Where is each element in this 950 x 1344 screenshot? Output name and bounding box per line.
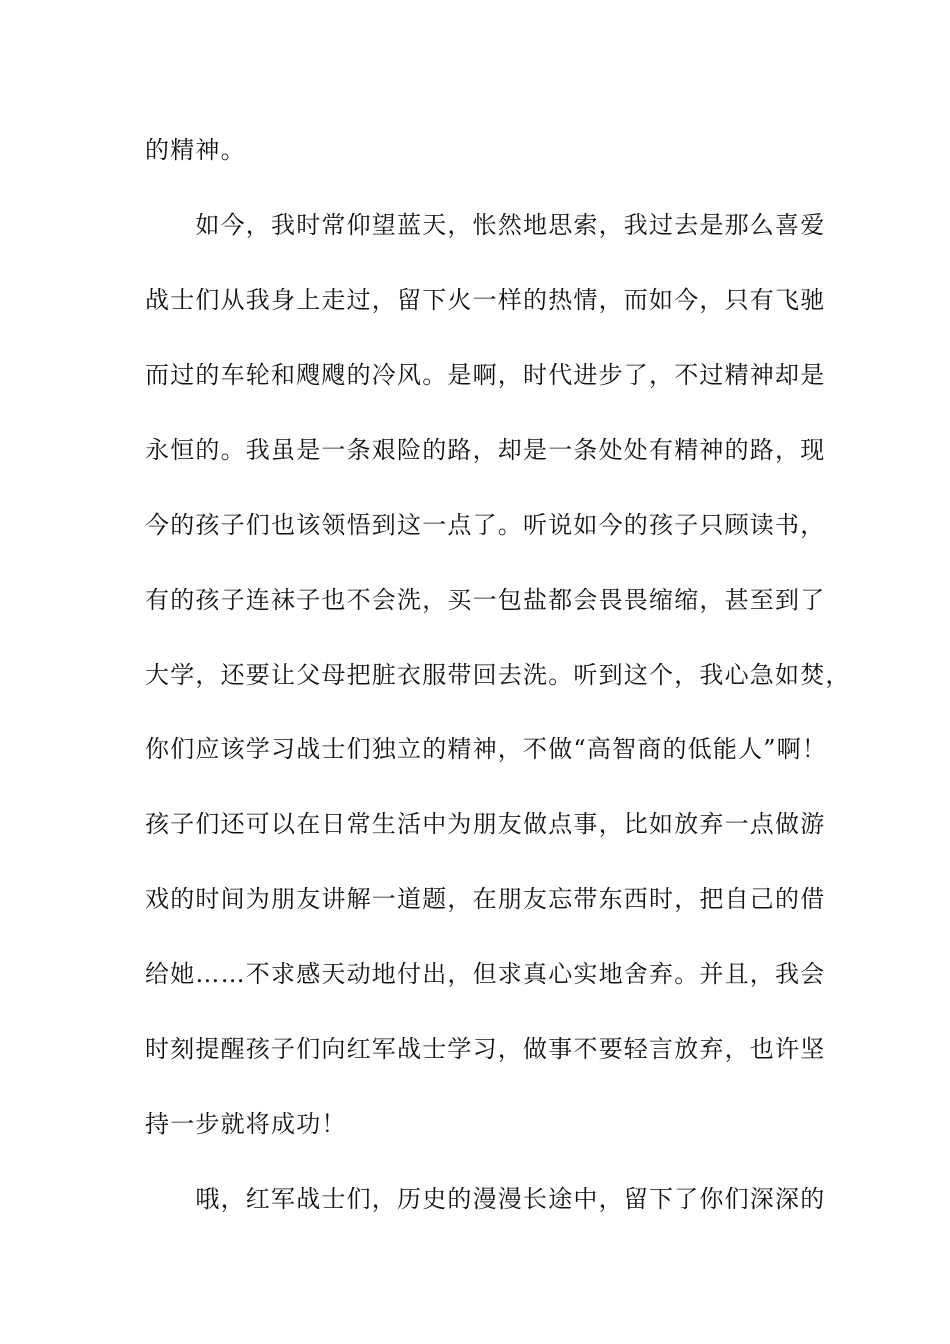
text-line: 你们应该学习战士们独立的精神，不做“高智商的低能人”啊！ xyxy=(145,735,828,763)
text-line: 时刻提醒孩子们向红军战士学习，做事不要轻言放弃，也许坚 xyxy=(145,1035,826,1063)
text-line: 有的孩子连袜子也不会洗，买一包盐都会畏畏缩缩，甚至到了 xyxy=(145,586,826,614)
text-line: 而过的车轮和飕飕的冷风。是啊，时代进步了，不过精神却是 xyxy=(145,361,826,389)
text-line: 永恒的。我虽是一条艰险的路，却是一条处处有精神的路，现 xyxy=(145,436,826,464)
text-line: 今的孩子们也该领悟到这一点了。听说如今的孩子只顾读书， xyxy=(145,511,826,539)
text-line: 哦，红军战士们，历史的漫漫长途中，留下了你们深深的 xyxy=(145,1185,826,1213)
text-line: 如今，我时常仰望蓝天，怅然地思索，我过去是那么喜爱 xyxy=(145,211,826,239)
text-line: 给她……不求感天动地付出，但求真心实地舍弃。并且，我会 xyxy=(145,960,826,988)
text-line: 戏的时间为朋友讲解一道题，在朋友忘带东西时，把自己的借 xyxy=(145,885,826,913)
text-line: 战士们从我身上走过，留下火一样的热情，而如今，只有飞驰 xyxy=(145,286,826,314)
text-line: 的精神。 xyxy=(145,136,246,164)
text-line: 孩子们还可以在日常生活中为朋友做点事，比如放弃一点做游 xyxy=(145,810,826,838)
text-line: 持一步就将成功！ xyxy=(145,1110,347,1138)
text-line: 大学，还要让父母把脏衣服带回去洗。听到这个，我心急如焚， xyxy=(145,661,851,689)
